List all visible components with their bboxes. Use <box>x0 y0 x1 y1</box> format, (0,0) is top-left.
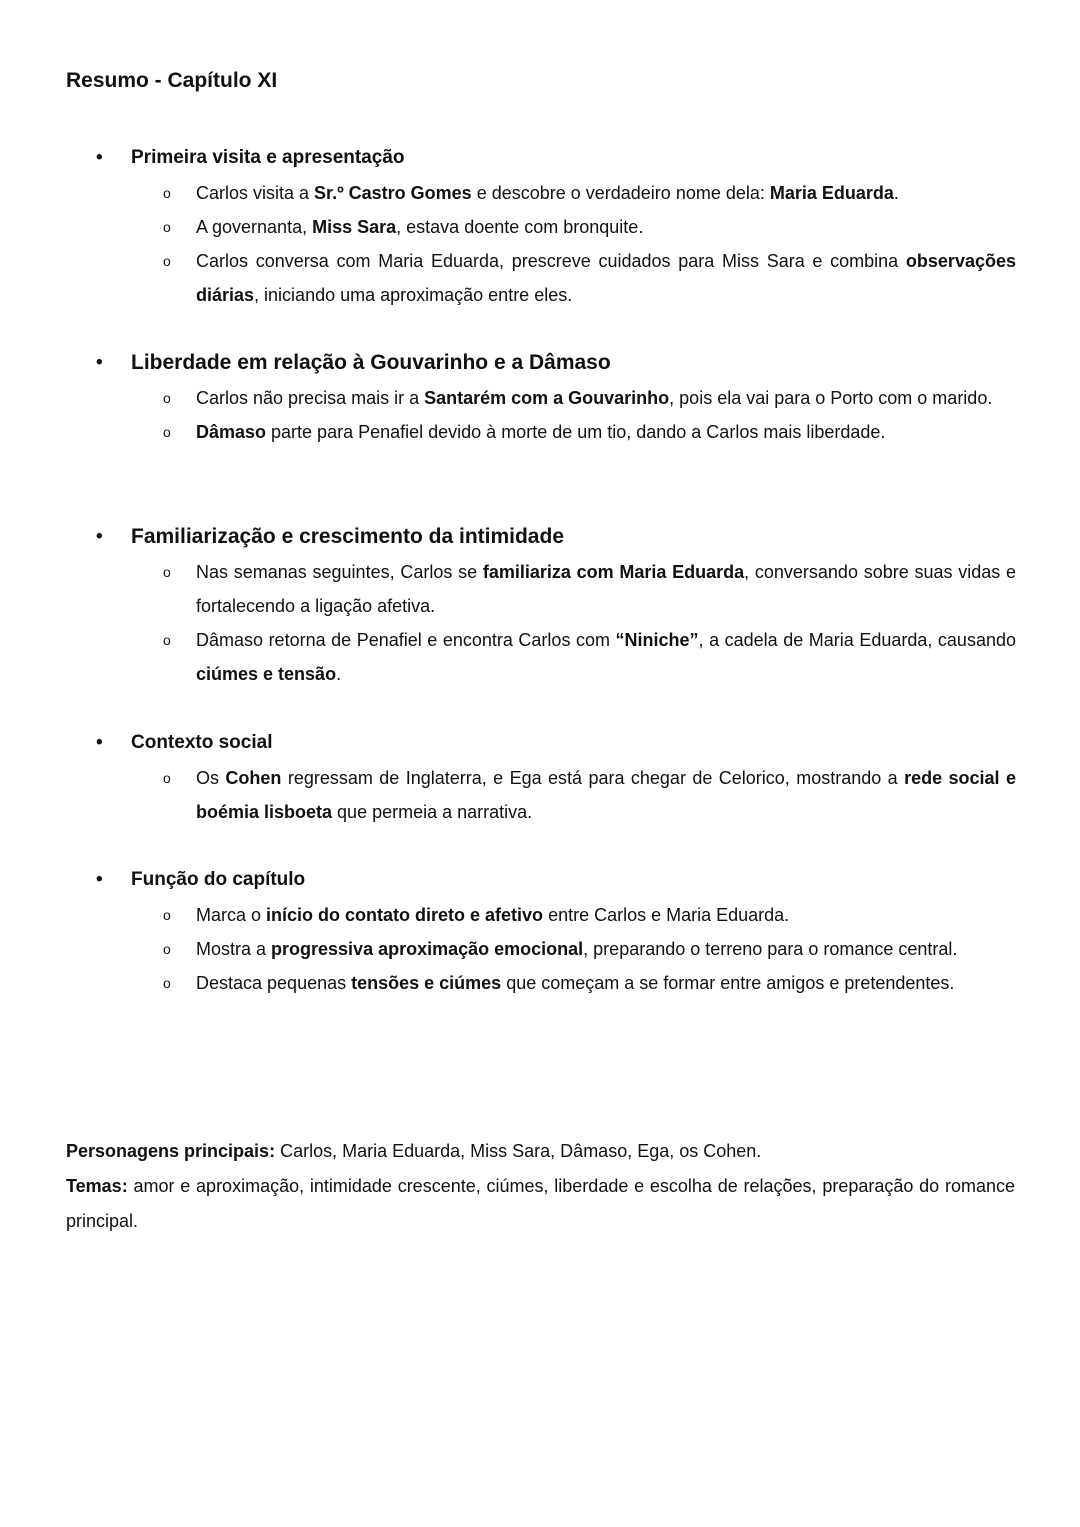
text-run: Destaca pequenas <box>196 973 352 993</box>
bold-text: “Niniche” <box>615 630 699 650</box>
text-run: e descobre o verdadeiro nome dela: <box>471 183 770 203</box>
section-heading-text: Familiarização e crescimento da intimidade <box>131 525 564 548</box>
section-heading <box>96 522 1016 552</box>
text-run: Carlos não precisa mais ir a <box>196 388 425 408</box>
sub-list <box>96 555 1016 691</box>
sub-bullet-icon: o <box>163 941 171 957</box>
text-run: , a cadela de Maria Eduarda, causando <box>698 630 1016 650</box>
text-run: Mostra a <box>196 939 272 959</box>
text-run: parte para Penafiel devido à morte de um tio, dando a Carlos mais liberdade. <box>266 422 886 442</box>
section-familiarizacao <box>96 522 1016 691</box>
text-run: Os <box>196 768 226 788</box>
list-item <box>96 932 1016 966</box>
text-run: entre Carlos e Maria Eduarda. <box>543 905 790 925</box>
text-run: que começam a se formar entre amigos e pretendentes. <box>501 973 955 993</box>
section-primeira-visita <box>96 143 1016 312</box>
section-heading <box>96 728 1016 758</box>
section-heading-text: Liberdade em relação à Gouvarinho e a Dâmaso <box>131 351 611 374</box>
bold-text: Maria Eduarda <box>769 183 894 203</box>
text-run: regressam de Inglaterra, e Ega está para chegar de Celorico, mostrando a <box>281 768 905 788</box>
sub-bullet-icon: o <box>163 770 171 786</box>
bold-text: observações diárias <box>196 251 1016 305</box>
text-run: . <box>893 183 899 203</box>
sub-bullet-icon: o <box>163 564 171 580</box>
bullet-icon: • <box>96 352 103 373</box>
text-run: . <box>336 664 342 684</box>
bold-text: início do contato direto e afetivo <box>266 905 544 925</box>
characters-line <box>66 1134 1015 1169</box>
themes-label: Temas: <box>66 1176 128 1196</box>
bold-text: Cohen <box>225 768 282 788</box>
section-heading-text: Primeira visita e apresentação <box>131 147 405 168</box>
sub-bullet-icon: o <box>163 907 171 923</box>
text-run: Carlos conversa com Maria Eduarda, prescreve cuidados para Miss Sara e combina <box>196 251 906 271</box>
text-run: Marca o <box>196 905 267 925</box>
text-run: , conversando sobre suas vidas e fortalecendo a ligação afetiva. <box>196 562 1016 616</box>
text-run: A governanta, <box>196 217 313 237</box>
section-heading-text: Contexto social <box>131 732 273 753</box>
text-run: Carlos visita a <box>196 183 315 203</box>
sub-list <box>96 898 1016 1000</box>
section-funcao-capitulo <box>96 865 1016 1000</box>
themes-text: amor e aproximação, intimidade crescente, ciúmes, liberdade e escolha de relações, preparação do romance principal. <box>66 1176 1015 1231</box>
section-heading <box>96 143 1016 173</box>
list-item <box>96 176 1016 210</box>
text-run: , estava doente com bronquite. <box>396 217 644 237</box>
bold-text: Santarém com a Gouvarinho <box>424 388 670 408</box>
bullet-icon: • <box>96 732 103 753</box>
list-item <box>96 623 1016 691</box>
text-run: que permeia a narrativa. <box>332 802 533 822</box>
text-run: , iniciando uma aproximação entre eles. <box>254 285 573 305</box>
summary-footer <box>66 1134 1015 1239</box>
section-heading-text: Função do capítulo <box>131 869 306 890</box>
bold-text: ciúmes e tensão <box>196 664 337 684</box>
bold-text: Dâmaso <box>196 422 267 442</box>
list-item <box>96 210 1016 244</box>
section-heading <box>96 348 1016 378</box>
list-item <box>96 415 1016 449</box>
sub-bullet-icon: o <box>163 424 171 440</box>
list-item <box>96 244 1016 312</box>
sub-list <box>96 761 1016 829</box>
list-item <box>96 761 1016 829</box>
sub-bullet-icon: o <box>163 975 171 991</box>
list-item <box>96 381 1016 415</box>
bold-text: tensões e ciúmes <box>351 973 502 993</box>
characters-label: Personagens principais: <box>66 1141 276 1161</box>
text-run: , pois ela vai para o Porto com o marido. <box>669 388 993 408</box>
bold-text: familiariza com Maria Eduarda <box>482 562 745 582</box>
section-contexto-social <box>96 728 1016 829</box>
text-run: Dâmaso retorna de Penafiel e encontra Carlos com <box>196 630 616 650</box>
sub-bullet-icon: o <box>163 185 171 201</box>
bullet-icon: • <box>96 869 103 890</box>
sub-bullet-icon: o <box>163 632 171 648</box>
bold-text: progressiva aproximação emocional <box>271 939 584 959</box>
bullet-icon: • <box>96 147 103 168</box>
themes-line <box>66 1169 1015 1239</box>
section-heading <box>96 865 1016 895</box>
sub-bullet-icon: o <box>163 253 171 269</box>
text-run: , preparando o terreno para o romance central. <box>583 939 958 959</box>
bold-text: Miss Sara <box>312 217 397 237</box>
bold-text: rede social e boémia lisboeta <box>196 768 1016 822</box>
page-title: Resumo - Capítulo XI <box>66 69 278 92</box>
list-item <box>96 555 1016 623</box>
sub-list <box>96 176 1016 312</box>
list-item <box>96 898 1016 932</box>
bullet-icon: • <box>96 526 103 547</box>
list-item <box>96 966 1016 1000</box>
section-liberdade <box>96 348 1016 449</box>
sub-bullet-icon: o <box>163 219 171 235</box>
bold-text: Sr.º Castro Gomes <box>314 183 472 203</box>
text-run: Nas semanas seguintes, Carlos se <box>196 562 483 582</box>
sub-bullet-icon: o <box>163 390 171 406</box>
sub-list <box>96 381 1016 449</box>
characters-text: Carlos, Maria Eduarda, Miss Sara, Dâmaso, Ega, os Cohen. <box>275 1141 762 1161</box>
